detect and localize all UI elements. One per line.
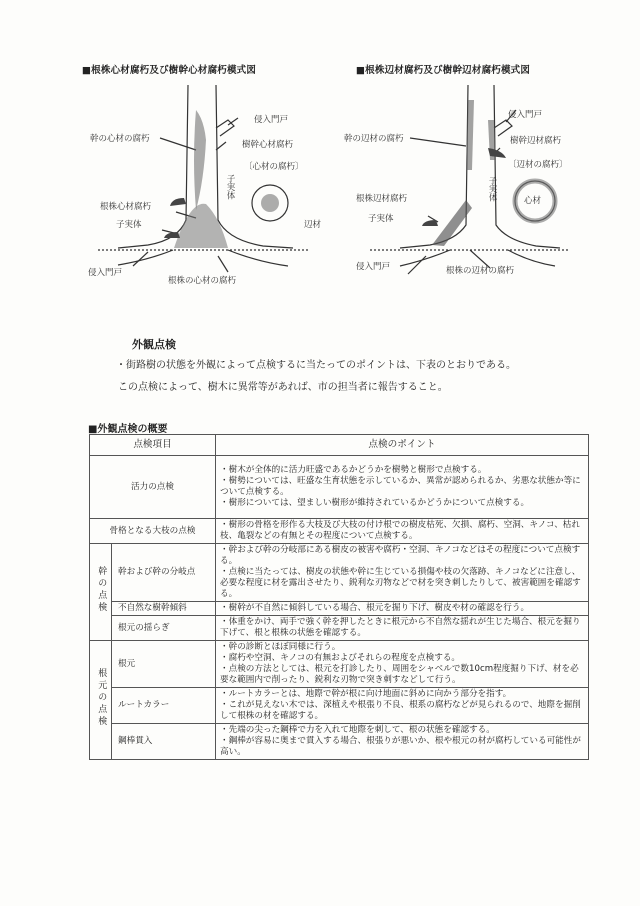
label-trunk-sap-rot: 幹の辺材の腐朽: [344, 134, 404, 144]
inspection-table: [89, 434, 589, 760]
table-row: [90, 724, 589, 760]
row-points: [216, 641, 589, 688]
table-title: ■外観点検の概要: [88, 424, 168, 435]
label-heartwood-rot: 樹幹心材腐朽: [242, 140, 294, 150]
group-root-label: 根元の点検: [96, 667, 107, 728]
group-trunk: [90, 544, 112, 641]
row-item: 骨格となる大枝の点検: [90, 519, 216, 544]
row-points: [216, 724, 589, 760]
point-text: ・樹形の骨格を形作る大枝及び大枝の付け根での樹皮枯死、欠損、腐朽、空洞、キノコ、枯れ枝、亀裂などの有無とその程度について点検する。: [220, 520, 580, 541]
row-item: 鋼棒貫入: [112, 724, 216, 760]
table-row: [90, 688, 589, 724]
group-root: [90, 641, 112, 760]
point-text: ・樹幹が不自然に傾斜している場合、根元を掘り下げ、樹皮や材の確認を行う。: [220, 603, 530, 613]
table-row: [90, 519, 589, 544]
point-text: ・幹および幹の分岐部にある樹皮の被害や腐朽・空洞、キノコなどはその程度について点検する。: [220, 545, 581, 566]
label-fruit-body-vertical: 子実体: [225, 174, 235, 200]
heart-rot-diagram: [78, 80, 338, 290]
row-points: [216, 544, 589, 602]
row-points: [216, 602, 589, 616]
table-row: [90, 602, 589, 616]
table-row: [90, 616, 589, 641]
label-trunk-heart-rot: 幹の心材の腐朽: [90, 134, 150, 144]
label-sapwood: 辺材: [304, 220, 322, 230]
point-text: ・幹の診断とほぼ同様に行う。: [220, 642, 341, 652]
label-entry-top: 侵入門戸: [254, 115, 289, 125]
point-text: ・樹木が全体的に活力旺盛であるかどうかを樹勢と樹形で点検する。: [220, 465, 487, 475]
row-item: 根元の揺らぎ: [112, 616, 216, 641]
point-text: ・鋼棒が容易に奥まで貫入する場合、根張りが悪いか、根や根元の材が腐朽している可能性が高い。: [220, 736, 581, 757]
group-trunk-label: 幹の点検: [96, 565, 107, 614]
point-text: ・点検に当たっては、樹皮の状態や幹に生じている損傷や枝の欠落跡、キノコなどに注意し、必要な程度に材を露出させたり、鋭利な刃物などで材を突き刺したりして、被害範囲を確認する。: [220, 567, 581, 599]
point-text: ・点検の方法としては、根元を打診したり、周囲をシャベルで数10cm程度掘り下げ、材を必要な範囲内で削ったり、鋭利な刃物で突き刺すなどして行う。: [220, 664, 579, 685]
label-sapwood-rot: 樹幹辺材腐朽: [510, 136, 562, 146]
intro-line-1: ・街路樹の状態を外観によって点検するに当たってのポイントは、下表のとおりである。: [116, 360, 516, 371]
row-item: 不自然な樹幹傾斜: [112, 602, 216, 616]
sap-rot-diagram: [340, 80, 590, 290]
row-item: 根元: [112, 641, 216, 688]
row-points: [216, 456, 589, 519]
intro-line-2: この点検によって、樹木に異常等があれば、市の担当者に報告すること。: [118, 382, 448, 393]
label-root-heart-rot: 根株心材腐朽: [100, 202, 152, 212]
label-root-sapwood-rot: 根株の辺材の腐朽: [446, 266, 515, 276]
point-text: ・樹形については、望ましい樹形が維持されているかどうかについて点検する。: [220, 498, 530, 508]
row-item: 幹および幹の分岐点: [112, 544, 216, 602]
figure-title-heart-rot: ■根株心材腐朽及び樹幹心材腐朽模式図: [82, 65, 257, 76]
table-row: [90, 544, 589, 602]
label-root-heartwood-rot: 根株の心材の腐朽: [168, 276, 237, 286]
row-points: [216, 519, 589, 544]
row-points: [216, 616, 589, 641]
header-item: 点検項目: [90, 435, 216, 456]
label-entry-top: 侵入門戸: [508, 110, 543, 120]
label-root-sap-rot: 根株辺材腐朽: [356, 194, 408, 204]
point-text: ・樹勢については、旺盛な生育状態を示しているか、異常が認められるか、劣悪な状態か等について点検する。: [220, 476, 581, 497]
label-heartwood: 心材: [524, 196, 542, 206]
header-points: 点検のポイント: [216, 435, 589, 456]
label-sap-rot-bracket: 〔辺材の腐朽〕: [508, 160, 568, 170]
label-fruit-body-vertical: 子実体: [487, 176, 497, 202]
row-item: ルートカラー: [112, 688, 216, 724]
label-heart-rot-bracket: 〔心材の腐朽〕: [244, 162, 304, 172]
label-fruit-body: 子実体: [368, 214, 394, 224]
label-entry-bottom: 侵入門戸: [88, 268, 123, 278]
figure-title-sap-rot: ■根株辺材腐朽及び樹幹辺材腐朽模式図: [356, 65, 531, 76]
sap-rot-illustration: [340, 80, 590, 290]
row-points: [216, 688, 589, 724]
point-text: ・ルートカラーとは、地際で幹が根に向け地面に斜めに向かう部分を指す。: [220, 689, 512, 699]
section-heading: 外観点検: [132, 338, 176, 351]
label-fruit-body: 子実体: [116, 220, 142, 230]
row-item: 活力の点検: [90, 456, 216, 519]
table-row: [90, 641, 589, 688]
heart-rot-illustration: [78, 80, 338, 290]
point-text: ・腐朽や空洞、キノコの有無およびそれらの程度を点検する。: [220, 653, 461, 663]
table-header-row: [90, 435, 589, 456]
label-entry-bottom: 侵入門戸: [356, 262, 391, 272]
point-text: ・これが見えない木では、深植えや根張り不良、根系の腐朽などが見られるので、地際を掘削して根株の材を確認する。: [220, 700, 581, 721]
table-row: [90, 456, 589, 519]
point-text: ・体重をかけ、両手で強く幹を押したときに根元から不自然な揺れが生じた場合、根元を掘り下げて、根と根株の状態を確認する。: [220, 617, 581, 638]
point-text: ・先端の尖った鋼棒で力を入れて地際を刺して、根の状態を確認する。: [220, 725, 495, 735]
